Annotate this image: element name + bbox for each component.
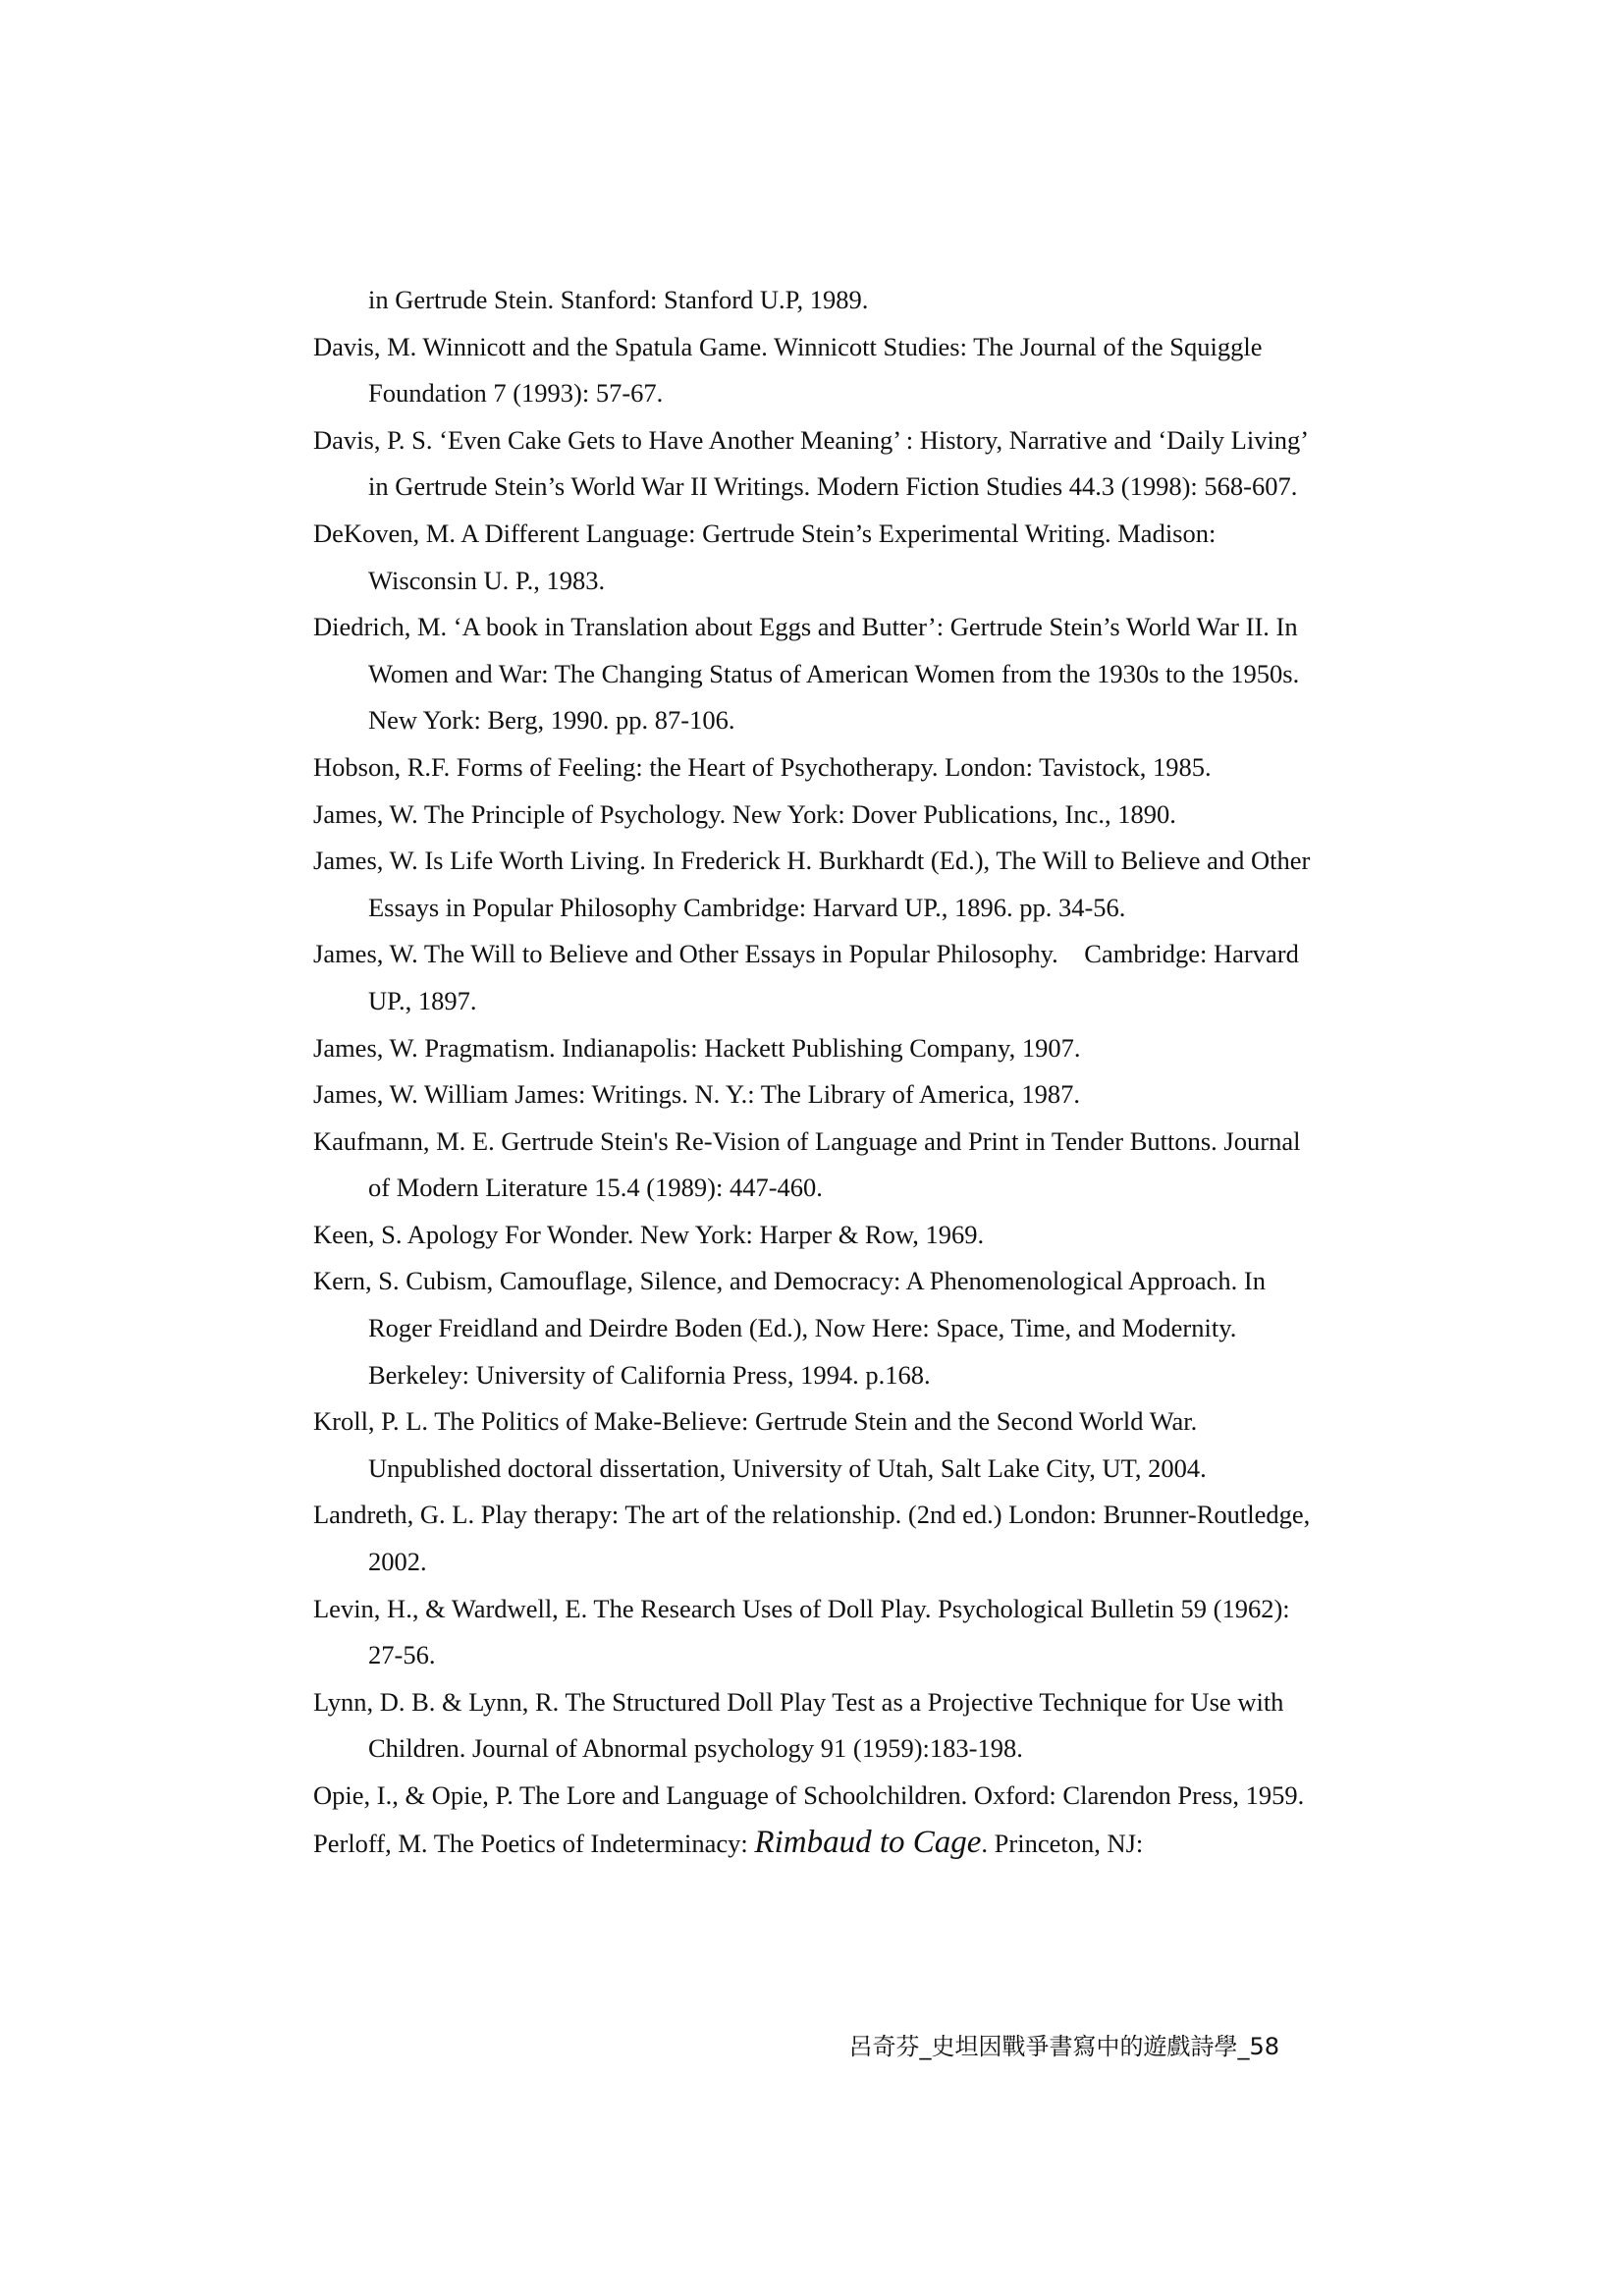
reference-entry: Diedrich, M. ‘A book in Translation about Eggs and Butter’: Gertrude Stein’s World War II. In Women and War: The Changing Status of American Women from the 1930s to the 1950s. New York: Berg, 1990. pp. 87-106. (313, 612, 1300, 736)
reference-italic-title: Rimbaud to Cage (754, 1824, 982, 1860)
reference-entry: Hobson, R.F. Forms of Feeling: the Heart of Psychotherapy. London: Tavistock, 1985. (313, 751, 1212, 782)
reference-entry: Levin, H., & Wardwell, E. The Research Uses of Doll Play. Psychological Bulletin 59 (1962): 27-56. (313, 1593, 1290, 1670)
page-footer: 呂奇芬_史坦因戰爭書寫中的遊戲詩學_58 (848, 2033, 1279, 2060)
reference-entry: in Gertrude Stein. Stanford: Stanford U.P, 1989. (368, 285, 869, 314)
reference-entry: James, W. William James: Writings. N. Y.: The Library of America, 1987. (313, 1079, 1080, 1110)
reference-entry: Davis, P. S. ‘Even Cake Gets to Have Another Meaning’ : History, Narrative and ‘Daily Living’ in Gertrude Stein’s World War II Writings. Modern Fiction Studies 44.3 (1998): 568-607. (313, 424, 1308, 502)
reference-entry: James, W. Is Life Worth Living. In Frederick H. Burkhardt (Ed.), The Will to Believe and Other Essays in Popular Philosophy Cambridge: Harvard UP., 1896. pp. 34-56. (313, 846, 1311, 922)
reference-entry: Davis, M. Winnicott and the Spatula Game. Winnicott Studies: The Journal of the Squiggle Foundation 7 (1993): 57-67. (313, 331, 1263, 409)
reference-entry: Kaufmann, M. E. Gertrude Stein's Re-Vision of Language and Print in Tender Buttons. Journal of Modern Literature 15.4 (1989): 447-460. (313, 1125, 1301, 1203)
reference-entry: Keen, S. Apology For Wonder. New York: Harper & Row, 1969. (313, 1219, 985, 1249)
reference-entry: Opie, I., & Opie, P. The Lore and Language of Schoolchildren. Oxford: Clarendon Press, 1959. (313, 1780, 1305, 1810)
reference-entry: Lynn, D. B. & Lynn, R. The Structured Doll Play Test as a Projective Technique for Use with Children. Journal of Abnormal psychology 91 (1959):183-198. (313, 1686, 1284, 1764)
reference-entry: Kern, S. Cubism, Camouflage, Silence, and Democracy: A Phenomenological Approach. In Roger Freidland and Deirdre Boden (Ed.), Now Here: Space, Time, and Modernity. Berkeley: University of California Press, 1994. p.168. (313, 1266, 1266, 1390)
reference-entry (313, 1820, 1315, 1868)
reference-entry: Landreth, G. L. Play therapy: The art of the relationship. (2nd ed.) London: Brunner-Routledge, 2002. (313, 1500, 1311, 1577)
reference-entry: James, W. Pragmatism. Indianapolis: Hackett Publishing Company, 1907. (313, 1032, 1081, 1063)
reference-entry: Kroll, P. L. The Politics of Make-Believe: Gertrude Stein and the Second World War. Unpublished doctoral dissertation, University of Utah, Salt Lake City, UT, 2004. (313, 1406, 1207, 1483)
reference-entry: James, W. The Will to Believe and Other Essays in Popular Philosophy. Cambridge: Harvard UP., 1897. (313, 939, 1299, 1015)
reference-list (313, 277, 1315, 1867)
reference-entry: DeKoven, M. A Different Language: Gertrude Stein’s Experimental Writing. Madison: Wisconsin U. P., 1983. (313, 518, 1217, 595)
reference-text-part: Perloff, M. The Poetics of Indeterminacy: (313, 1828, 755, 1858)
reference-text-part: . Princeton, NJ: (981, 1828, 1144, 1858)
reference-entry: James, W. The Principle of Psychology. New York: Dover Publications, Inc., 1890. (313, 798, 1176, 829)
